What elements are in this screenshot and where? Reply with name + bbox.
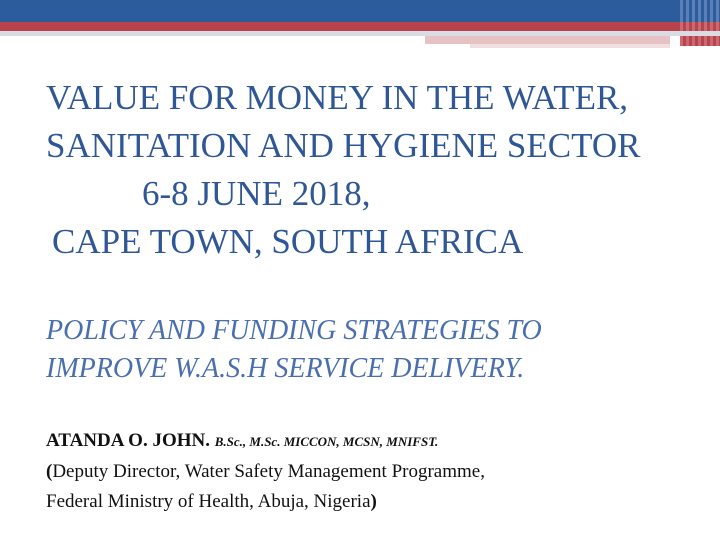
title-line: VALUE FOR MONEY IN THE WATER, <box>46 78 629 117</box>
header-blue-stripes <box>680 0 720 22</box>
subtitle-line: POLICY AND FUNDING STRATEGIES TO <box>46 315 542 346</box>
title-location-line: CAPE TOWN, SOUTH AFRICA <box>52 222 524 261</box>
title-line: SANITATION AND HYGIENE SECTOR <box>46 126 641 165</box>
title-date-line: 6-8 JUNE 2018, <box>142 174 371 213</box>
header-accent-bar <box>425 36 670 44</box>
header-accent-bar-thin <box>470 44 670 48</box>
author-role-line <box>46 457 706 487</box>
header-red-bar <box>0 22 720 31</box>
author-name: ATANDA O. JOHN <box>46 430 206 451</box>
author-block <box>46 426 706 517</box>
author-organization: Federal Ministry of Health, Abuja, Nigeria <box>46 491 371 512</box>
paren-open: ( <box>46 461 53 482</box>
author-qualifications: B.Sc., M.Sc. MICCON, MCSN, MNIFST <box>214 434 435 449</box>
slide-title <box>46 74 706 266</box>
slide-subtitle <box>46 312 686 388</box>
author-role: Deputy Director, Water Safety Management Programme, <box>52 461 485 482</box>
paren-close: ) <box>370 491 377 512</box>
author-name-separator: . <box>205 430 210 451</box>
author-name-line <box>46 426 706 457</box>
subtitle-line: IMPROVE W.A.S.H SERVICE DELIVERY. <box>46 353 525 384</box>
author-qualifications-end: . <box>434 434 439 449</box>
header-blue-bar <box>0 0 720 22</box>
author-org-line <box>46 487 706 517</box>
